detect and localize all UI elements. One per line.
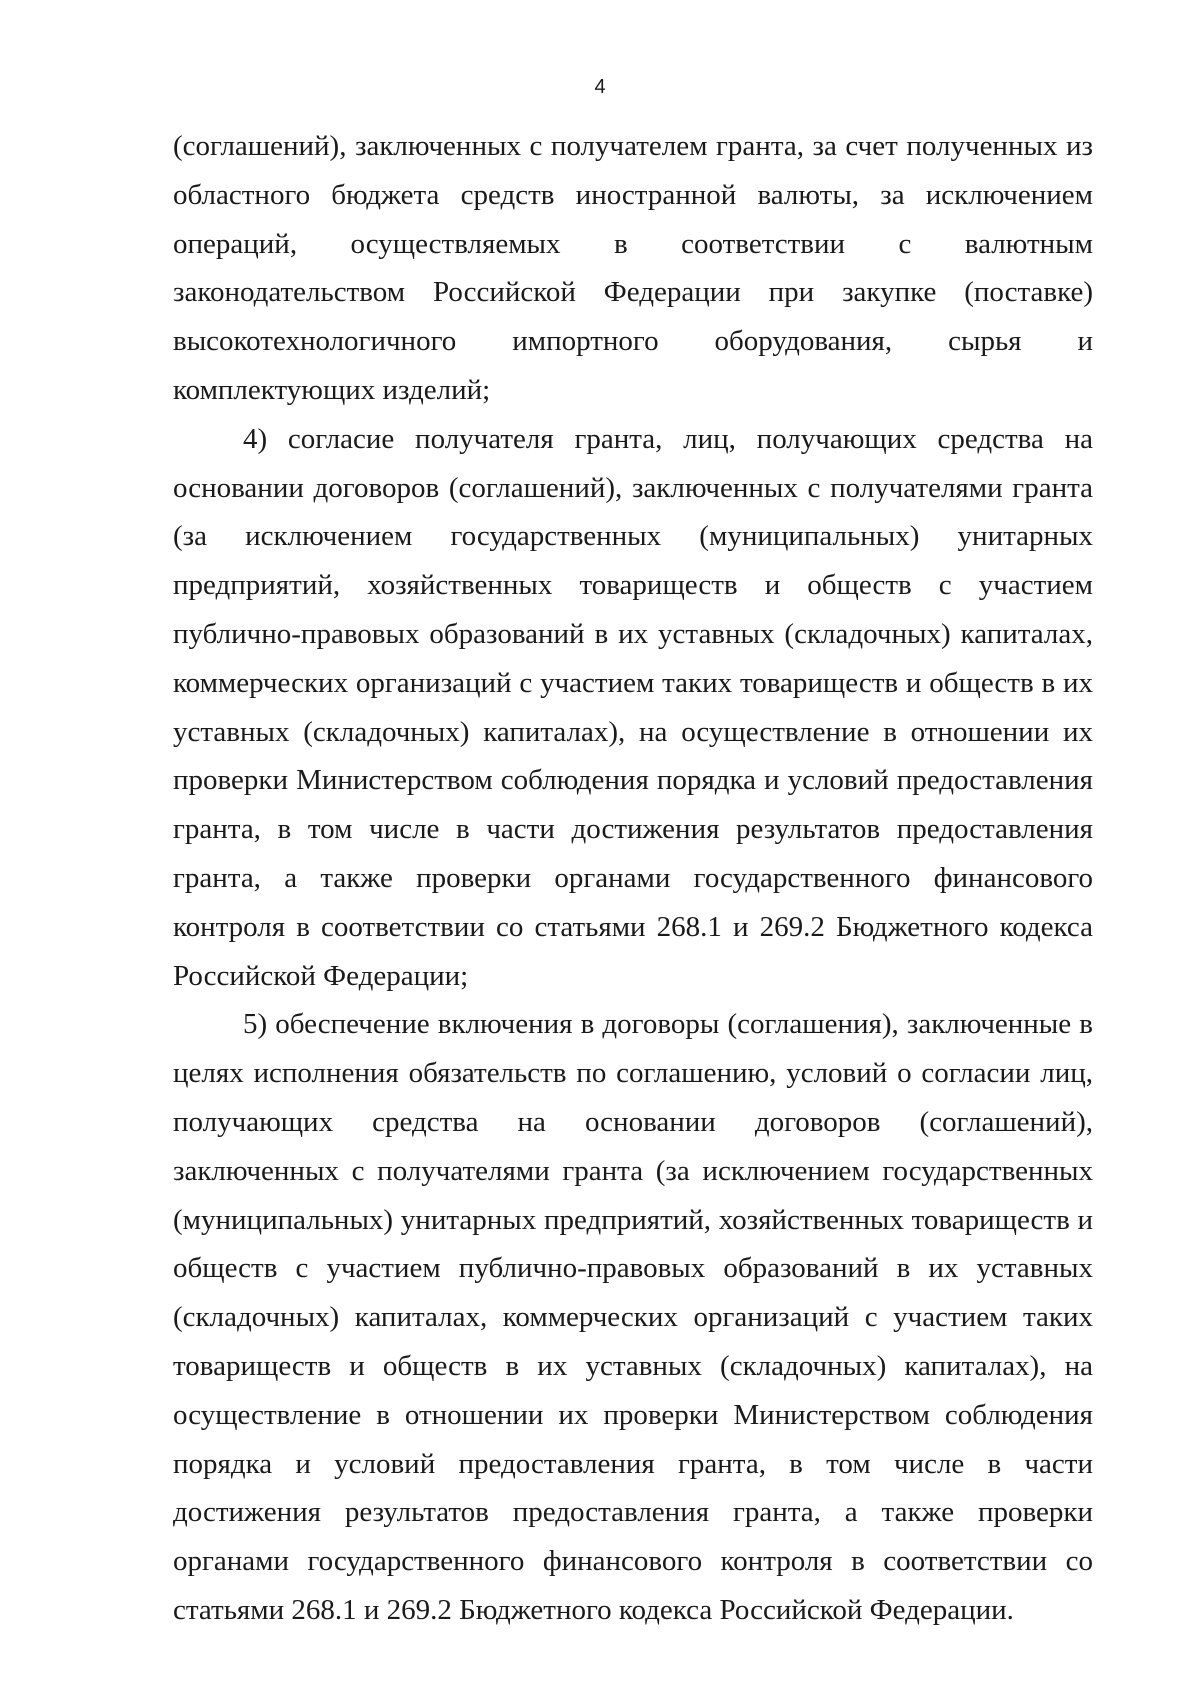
document-body: [173, 122, 1093, 1635]
paragraph-continuation: (соглашений), заключенных с получателем гранта, за счет полученных из областного бюджета средств иностранной валюты, за исключением операций, осуществляемых в соответствии с валютным законодательством Российской Федерации при закупке (поставке) высокотехнологичного импортного оборудования, сырья и комплектующих изделий;: [173, 130, 1093, 406]
paragraph-item-4: 4) согласие получателя гранта, лиц, получающих средства на основании договоров (соглашений), заключенных с получателями гранта (за исключением государственных (муниципальных) унитарных предприятий, хозяйственных товариществ и обществ с участием публично-правовых образований в их уставных (складочных) капиталах, коммерческих организаций с участием таких товариществ и обществ в их уставных (складочных) капиталах), на осуществление в отношении их проверки Министерством соблюдения порядка и условий предоставления гранта, в том числе в части достижения результатов предоставления гранта, а также проверки органами государственного финансового контроля в соответствии со статьями 268.1 и 269.2 Бюджетного кодекса Российской Федерации;: [173, 422, 1093, 992]
paragraph-item-5: 5) обеспечение включения в договоры (соглашения), заключенные в целях исполнения обязательств по соглашению, условий о согласии лиц, получающих средства на основании договоров (соглашений), заключенных с получателями гранта (за исключением государственных (муниципальных) унитарных предприятий, хозяйственных товариществ и обществ с участием публично-правовых образований в их уставных (складочных) капиталах, коммерческих организаций с участием таких товариществ и обществ в их уставных (складочных) капиталах), на осуществление в отношении их проверки Министерством соблюдения порядка и условий предоставления гранта, в том числе в части достижения результатов предоставления гранта, а также проверки органами государственного финансового контроля в соответствии со статьями 268.1 и 269.2 Бюджетного кодекса Российской Федерации.: [173, 1008, 1093, 1626]
page-number: 4: [594, 76, 606, 98]
